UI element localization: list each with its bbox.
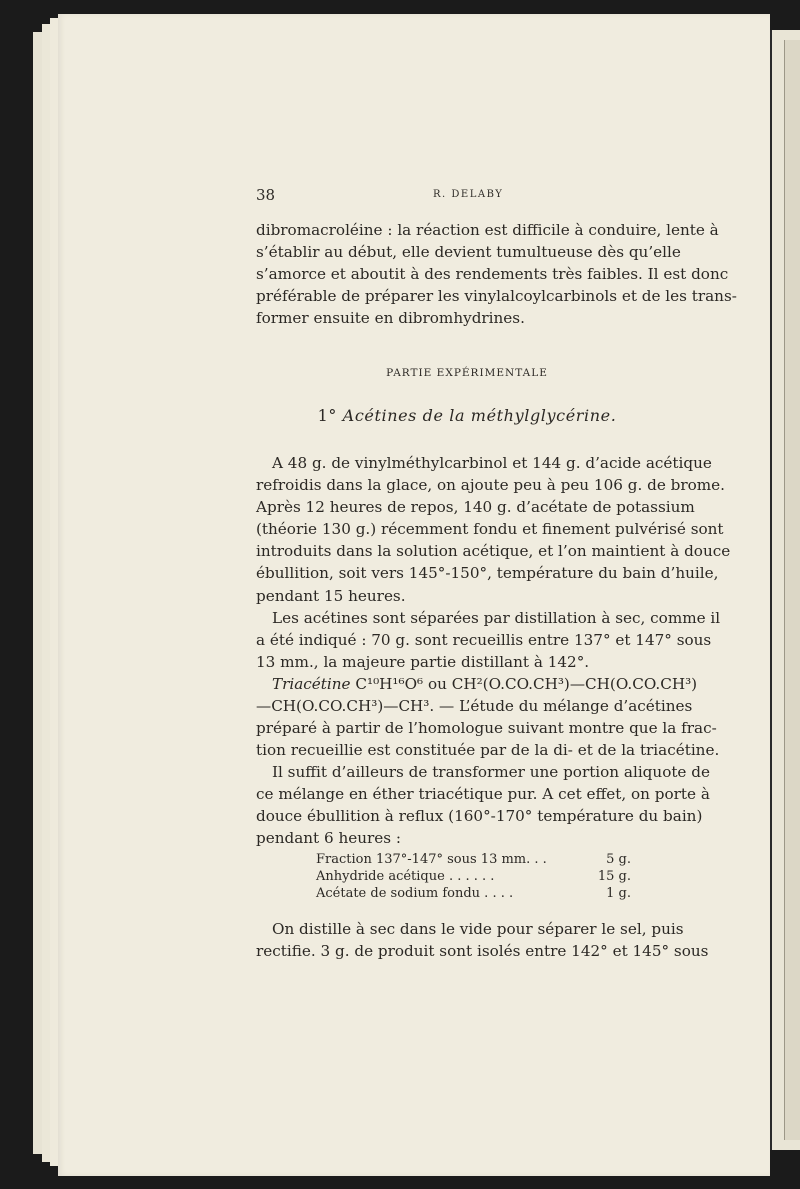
subsection-number: 1° bbox=[317, 406, 337, 425]
table-value: 15 g. bbox=[597, 869, 631, 884]
table-label: Fraction 137°-147° sous 13 mm. . . bbox=[316, 852, 547, 867]
paragraph-2 bbox=[256, 452, 731, 607]
text-line: On distille à sec dans le vide pour séparer le sel, puis bbox=[272, 920, 684, 938]
text-line: refroidis dans la glace, on ajoute peu à peu 106 g. de brome. bbox=[256, 476, 725, 495]
text-line: rectifie. 3 g. de produit sont isolés entre 142° et 145° sous bbox=[256, 942, 709, 961]
table-value: 1 g. bbox=[606, 886, 631, 901]
text-line: Les acétines sont séparées par distillation à sec, comme il bbox=[272, 609, 721, 627]
next-page-edge bbox=[784, 40, 800, 1140]
paragraph-6 bbox=[256, 918, 709, 962]
paragraph-3 bbox=[256, 607, 721, 673]
text-line: (théorie 130 g.) récemment fondu et finement pulvérisé sont bbox=[256, 520, 724, 539]
text-line: introduits dans la solution acétique, et l’on maintient à douce bbox=[256, 542, 731, 561]
text-line: ce mélange en éther triacétique pur. A cet effet, on porte à bbox=[256, 785, 710, 804]
text-line: Après 12 heures de repos, 140 g. d’acétate de potassium bbox=[256, 498, 695, 517]
table-label: Acétate de sodium fondu . . . . bbox=[316, 886, 514, 901]
table-row bbox=[316, 885, 631, 902]
section-title: PARTIE EXPÉRIMENTALE bbox=[386, 367, 548, 379]
page-header bbox=[256, 186, 676, 208]
reagent-table bbox=[316, 851, 631, 902]
text-line: pendant 6 heures : bbox=[256, 829, 402, 848]
text-line: —CH(O.CO.CH³)—CH³. — L’étude du mélange d’acétines bbox=[256, 697, 693, 716]
paragraph-1 bbox=[256, 219, 737, 329]
text-line: préférable de préparer les vinylalcoylcarbinols et de les trans- bbox=[256, 287, 737, 306]
table-row bbox=[316, 868, 631, 885]
subsection-text: Acétines de la méthylglycérine. bbox=[342, 406, 617, 425]
text-line: a été indiqué : 70 g. sont recueillis entre 137° et 147° sous bbox=[256, 631, 712, 650]
text-line bbox=[256, 673, 698, 695]
text-line: dibromacroléine : la réaction est difficile à conduire, lente à bbox=[256, 221, 719, 239]
table-label: Anhydride acétique . . . . . . bbox=[316, 869, 495, 884]
text-line: s’amorce et aboutit à des rendements très faibles. Il est donc bbox=[256, 265, 729, 284]
table-row bbox=[316, 851, 631, 868]
text-line: A 48 g. de vinylméthylcarbinol et 144 g. d’acide acétique bbox=[272, 454, 712, 472]
italic-lead: Triacétine bbox=[272, 675, 351, 693]
table-value: 5 g. bbox=[606, 852, 631, 867]
text-line: 13 mm., la majeure partie distillant à 142°. bbox=[256, 653, 590, 672]
text-line: tion recueillie est constituée par de la di- et de la triacétine. bbox=[256, 741, 720, 760]
subsection-title bbox=[256, 406, 678, 425]
formula: C¹⁰H¹⁶O⁶ ou CH²(O.CO.CH³)—CH(O.CO.CH³) bbox=[355, 675, 698, 693]
text-line: pendant 15 heures. bbox=[256, 586, 406, 605]
text-line: ébullition, soit vers 145°-150°, température du bain d’huile, bbox=[256, 564, 719, 583]
text-line: Il suffit d’ailleurs de transformer une portion aliquote de bbox=[272, 763, 710, 781]
paragraph-5 bbox=[256, 761, 710, 849]
text-line: douce ébullition à reflux (160°-170° température du bain) bbox=[256, 807, 703, 826]
paragraph-4 bbox=[256, 673, 720, 761]
text-line: préparé à partir de l’homologue suivant montre que la frac- bbox=[256, 719, 717, 738]
running-head: R. DELABY bbox=[433, 189, 504, 200]
page-number: 38 bbox=[256, 186, 276, 204]
text-line: former ensuite en dibromhydrines. bbox=[256, 309, 525, 328]
text-line: s’établir au début, elle devient tumultueuse dès qu’elle bbox=[256, 243, 681, 262]
